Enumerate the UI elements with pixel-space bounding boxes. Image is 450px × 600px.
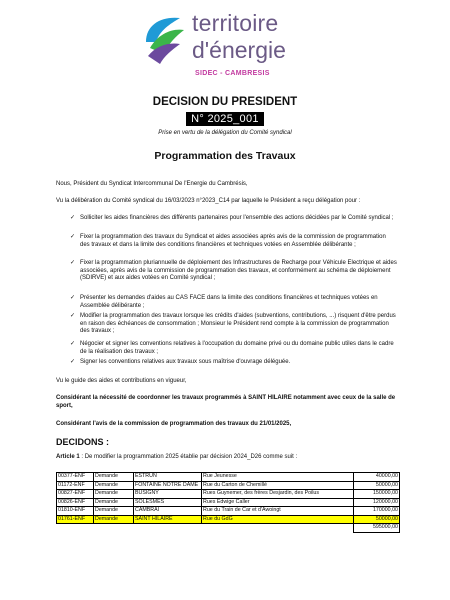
cell-amount: 120000,00: [354, 498, 400, 507]
logo-line-2: d'énergie: [192, 37, 286, 63]
table-total-row: [57, 524, 400, 533]
logo-tagline: SIDEC - CAMBRESIS: [195, 70, 270, 77]
article-text: : De modifier la programmation 2025 établie par décision 2024_D26 comme suit :: [81, 454, 298, 460]
cell-code: 00827-ENF: [57, 490, 94, 499]
cell-code: 00826-ENF: [57, 498, 94, 507]
table-row: [57, 515, 400, 524]
cell-amount: 170000,00: [354, 507, 400, 516]
delegation-bullet: ✓ Solliciter les aides financières des différents partenaires pour l'ensemble des actions décidées par le Comité syndical ;: [80, 215, 397, 223]
cell-code: 01172-ENF: [57, 481, 94, 490]
logo-line-1: territoire: [192, 10, 279, 36]
cell-type: Demande: [94, 481, 134, 490]
cell-rue: Rue du Carton de Chemillé: [202, 481, 354, 490]
table-row: [57, 481, 400, 490]
cell-type: Demande: [94, 490, 134, 499]
cell-type: Demande: [94, 498, 134, 507]
cell-rue: Rues Edwige Caller: [202, 498, 354, 507]
cell-type: Demande: [94, 515, 134, 524]
cell-rue: Rues Guynemer, des frères Desjardin, des Poilus: [202, 490, 354, 499]
cell-commune: BUSIGNY: [134, 490, 202, 499]
cell-code: 01810-ENF: [57, 507, 94, 516]
article-label: Article 1: [56, 454, 80, 460]
decisions-heading: DECIDONS :: [56, 437, 110, 447]
cell-rue: Rue Jeunesse: [202, 473, 354, 482]
paragraph-vu-deliberation: Vu la délibération du Comité syndical du 16/03/2023 n°2023_C14 par laquelle le Président a reçu délégation pour :: [56, 198, 361, 204]
cell-rue: Rue du GdG: [202, 515, 354, 524]
cell-type: Demande: [94, 473, 134, 482]
table-row: [57, 507, 400, 516]
paragraph-considerant-2: Considérant l'avis de la commission de programmation des travaux du 21/01/2025,: [56, 421, 292, 427]
cell-code: 01761-ENF: [57, 515, 94, 524]
delegation-bullet: ✓ Présenter les demandes d'aides au CAS FACE dans la limite des conditions financières et techniques votées en Assemblée délibérante ;: [80, 295, 397, 310]
delegation-bullet: ✓ Fixer la programmation des travaux du Syndicat et aides associées après avis de la commission de programmation des travaux et dans la limite des conditions financières et techniques votées en Assemblée délibérante ;: [80, 234, 397, 249]
section-heading: Programmation des Travaux: [154, 150, 296, 162]
document-title: DECISION DU PRESIDENT: [152, 96, 298, 108]
cell-rue: Rue du Train de Car et d'Awoingt: [202, 507, 354, 516]
cell-amount: 50000,00: [354, 481, 400, 490]
document-subtitle: Prise en vertu de la délégation du Comité syndical: [158, 130, 292, 136]
decision-number: N° 2025_001: [186, 112, 264, 126]
cell-commune: FONTAINE NOTRE DAME: [134, 481, 202, 490]
delegation-bullet: ✓ Signer les conventions relatives aux travaux sous maîtrise d'ouvrage déléguée.: [80, 359, 397, 367]
table-row: [57, 473, 400, 482]
cell-code: 00377-ENF: [57, 473, 94, 482]
cell-commune: SOLESMES: [134, 498, 202, 507]
table-row: [57, 490, 400, 499]
paragraph-considerant-1: Considérant la nécessité de coordonner les travaux programmés à SAINT HILAIRE notamment avec ceux de la salle de sport,: [56, 395, 396, 409]
programmation-table: [56, 472, 400, 533]
cell-amount: 40000,00: [354, 473, 400, 482]
paragraph-vu-guide: Vu le guide des aides et contributions en vigueur,: [56, 378, 187, 384]
table-total: 595000,00: [354, 524, 400, 533]
paragraph-nous: Nous, Président du Syndicat Intercommunal De l'Energie du Cambrésis,: [56, 181, 248, 187]
delegation-bullet: ✓ Fixer la programmation pluriannuelle de déploiement des Infrastructures de Recharge pour Véhicule Electrique et aides associées, après avis de la commission de programmation des travaux, et conformément au schéma de déploiement (SDIRVE) et aux aides votées en Comité syndical ;: [80, 260, 397, 283]
logo-mark-icon: [140, 12, 186, 66]
sidec-logo: [140, 8, 340, 88]
cell-amount: 150000,00: [354, 490, 400, 499]
cell-commune: CAMBRAI: [134, 507, 202, 516]
delegation-bullet: ✓ Modifier la programmation des travaux lorsque les crédits d'aides (subventions, contributions, ...) risquent d'être perdus en raison des échéances de consommation ; Monsieur le Président rend compte à la commission de programmation des travaux ;: [80, 313, 397, 336]
cell-commune: SAINT HILAIRE: [134, 515, 202, 524]
cell-amount: 50000,00: [354, 515, 400, 524]
table-row: [57, 498, 400, 507]
article-1: [56, 454, 297, 460]
cell-type: Demande: [94, 507, 134, 516]
cell-commune: ESTRUN: [134, 473, 202, 482]
delegation-bullet: ✓ Négocier et signer les conventions relatives à l'occupation du domaine privé ou du domaine public utiles dans le cadre de la réalisation des travaux ;: [80, 341, 397, 356]
